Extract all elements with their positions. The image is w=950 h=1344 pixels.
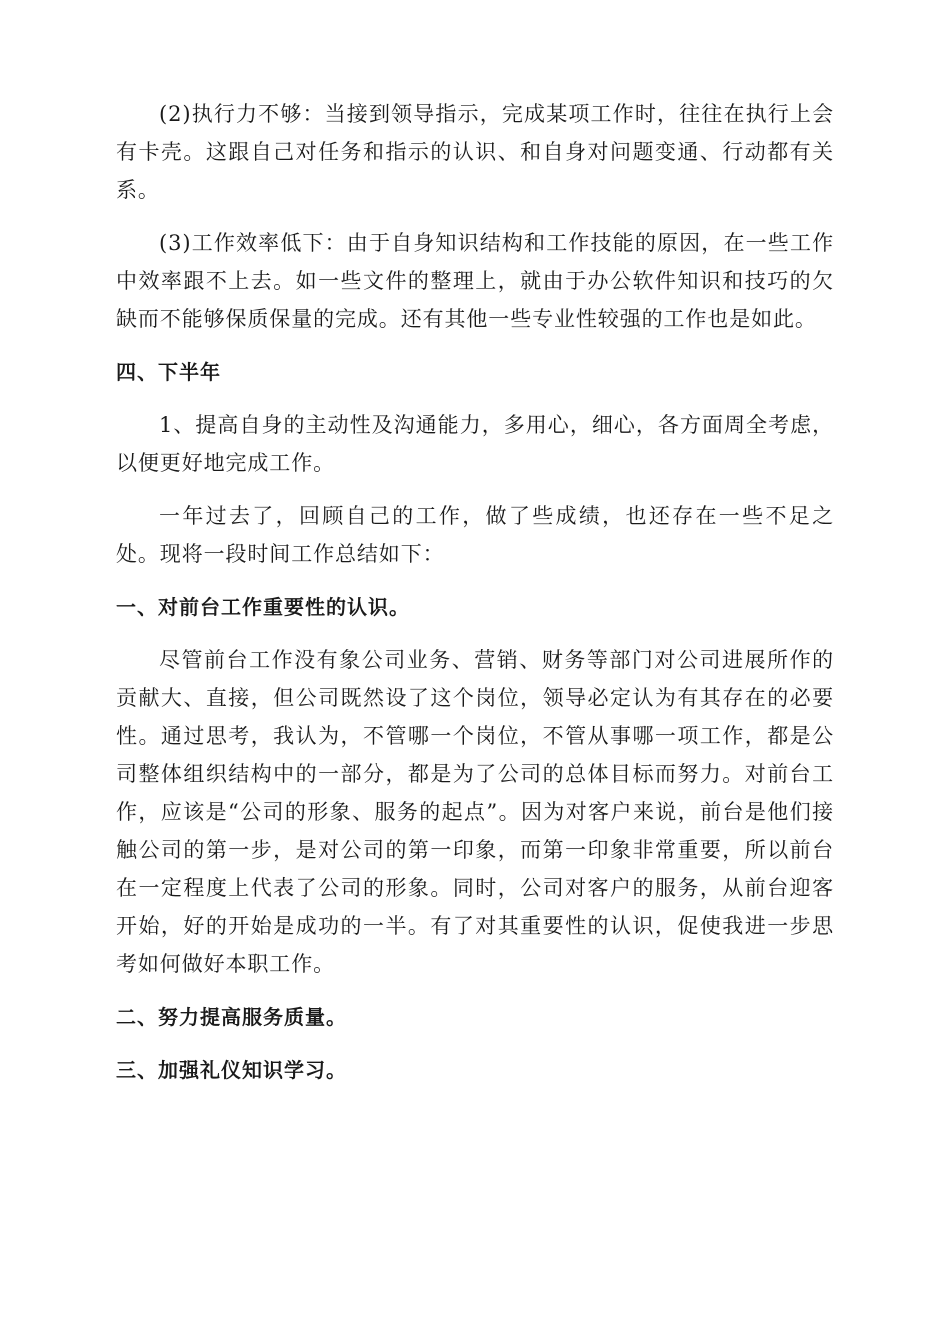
document-page	[116, 95, 834, 1104]
paragraph-year-review: 一年过去了，回顾自己的工作，做了些成绩，也还存在一些不足之处。现将一段时间工作总结如下：	[116, 504, 834, 566]
paragraph-execution: (2)执行力不够：当接到领导指示，完成某项工作时，往往在执行上会有卡壳。这跟自己对任务和指示的认识、和自身对问题变通、行动都有关系。	[116, 102, 834, 202]
heading-etiquette-learning: 三、加强礼仪知识学习。	[116, 1058, 347, 1082]
paragraph-front-desk-role: 尽管前台工作没有象公司业务、营销、财务等部门对公司进展所作的贡献大、直接，但公司既然设了这个岗位，领导必定认为有其存在的必要性。通过思考，我认为，不管哪一个岗位，不管从事哪一项工作，都是公司整体组织结构中的一部分，都是为了公司的总体目标而努力。对前台工作，应该是“公司的形象、服务的起点”。因为对客户来说，前台是他们接触公司的第一步，是对公司的第一印象，而第一印象非常重要，所以前台在一定程度上代表了公司的形象。同时，公司对客户的服务，从前台迎客开始，好的开始是成功的一半。有了对其重要性的认识，促使我进一步思考如何做好本职工作。	[116, 648, 834, 976]
heading-front-desk-importance: 一、对前台工作重要性的认识。	[116, 595, 410, 619]
paragraph-efficiency: (3)工作效率低下：由于自身知识结构和工作技能的原因，在一些工作中效率跟不上去。如一些文件的整理上，就由于办公软件知识和技巧的欠缺而不能够保质保量的完成。还有其他一些专业性较强的工作也是如此。	[116, 231, 834, 331]
heading-second-half-year: 四、下半年	[116, 360, 221, 384]
paragraph-improve-initiative: 1、提高自身的主动性及沟通能力，多用心，细心，各方面周全考虑，以便更好地完成工作。	[116, 413, 834, 475]
heading-service-quality: 二、努力提高服务质量。	[116, 1005, 347, 1029]
